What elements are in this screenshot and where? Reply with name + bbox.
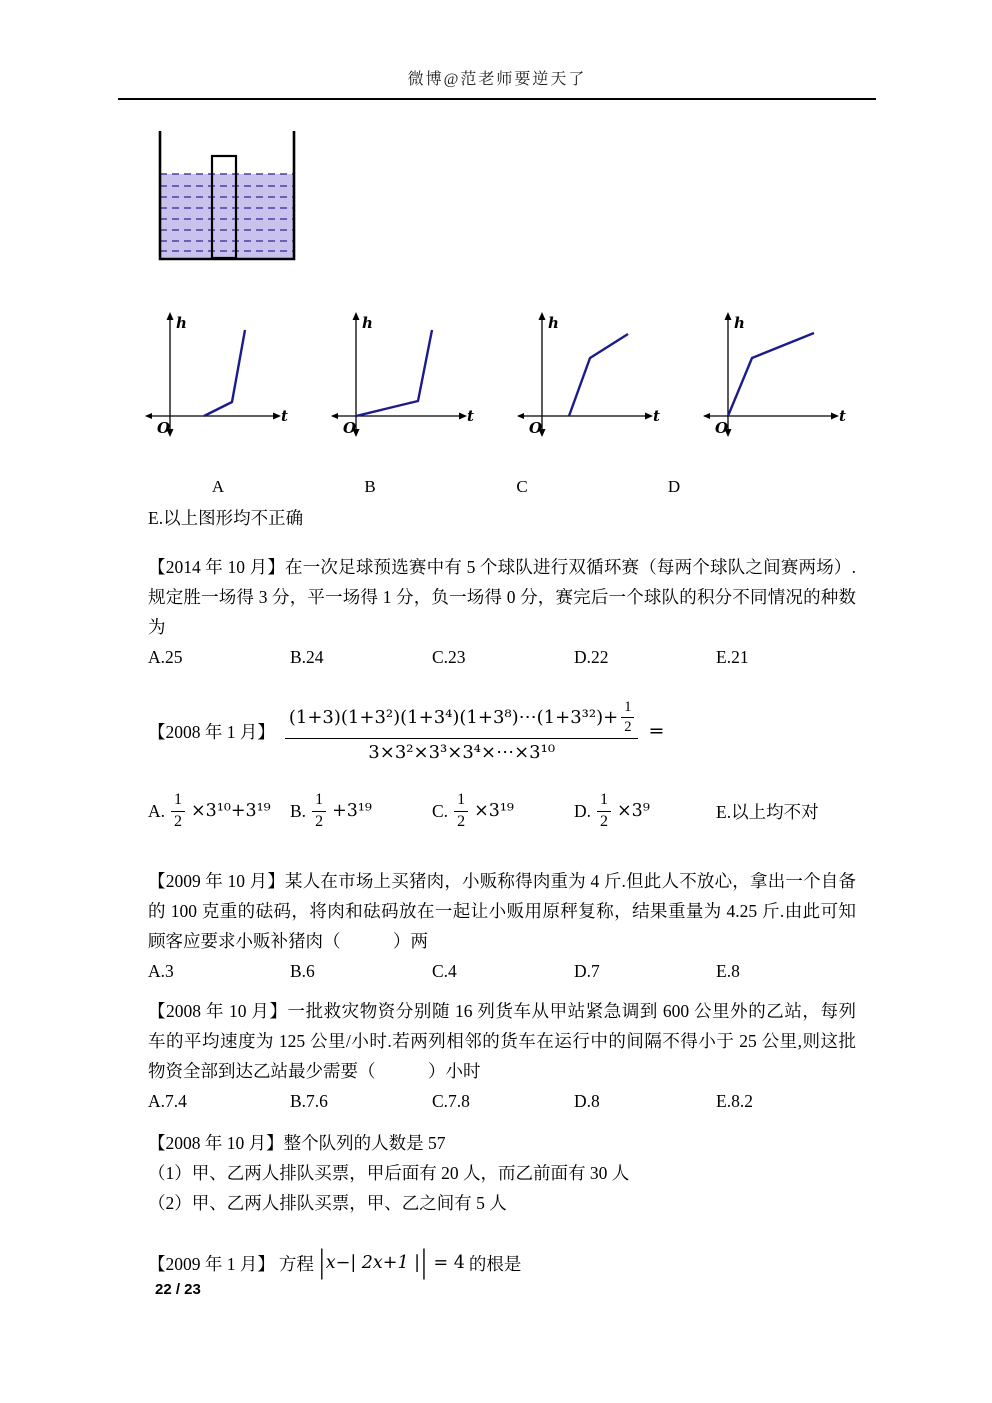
- options-row: [148, 956, 856, 986]
- problem-text-line: 顾客应要求小贩补猪肉（ ）两: [148, 931, 428, 951]
- problem-text-line: 为: [148, 617, 166, 637]
- graph-option-b: [328, 304, 480, 439]
- graph-label-d: D: [667, 477, 681, 496]
- graph-option-a: [142, 304, 294, 439]
- options-row: [148, 642, 856, 672]
- problem-tag: 【2009 年 1 月】: [148, 1253, 275, 1274]
- problem-2014-10: [148, 552, 856, 672]
- half-denominator: 2: [624, 718, 632, 735]
- page-header-title: 微博@范老师要逆天了: [118, 66, 876, 100]
- graph-option-c: [514, 304, 666, 439]
- big-fraction: [285, 699, 639, 763]
- problem-text-line: 的 100 克重的砝码，将肉和砝码放在一起让小贩用原秤复称，结果重量为 4.25 斤.由此可知: [148, 901, 856, 921]
- problem-2008-10-queue: [148, 1128, 856, 1218]
- graph-label-c: C: [516, 477, 528, 496]
- problem-2009-10: [148, 866, 856, 986]
- formula: [148, 690, 856, 772]
- x-axis-label: t: [281, 407, 288, 425]
- option-c: C.23: [432, 647, 466, 667]
- y-axis-label: h: [362, 314, 373, 332]
- y-axis-label: h: [548, 314, 559, 332]
- option-c: C.4: [432, 961, 457, 981]
- graph-label-b: B: [364, 477, 376, 496]
- problem-2009-01: [148, 1246, 856, 1280]
- half-fraction: [621, 699, 634, 735]
- equation-line: [148, 1246, 856, 1280]
- x-axis-label: t: [839, 407, 846, 425]
- equation-prefix: 方程: [278, 1253, 314, 1274]
- problem-2008-10-trains: [148, 996, 856, 1116]
- x-axis-label: t: [653, 407, 660, 425]
- option-a: A.7.4: [148, 1091, 187, 1111]
- x-axis-arrow-icon: [273, 413, 281, 420]
- graph-letter-labels: [142, 477, 852, 497]
- problem-text-line: 【2009 年 10 月】某人在市场上买猪肉，小贩称得肉重为 4 斤.但此人不放心，拿出一个自备: [148, 871, 856, 891]
- curve-d: [728, 333, 814, 416]
- water-container-figure: [156, 128, 298, 264]
- problem-text-line: 【2014 年 10 月】在一次足球预选赛中有 5 个球队进行双循环赛（每两个球队之间赛两场）.: [148, 557, 856, 577]
- problem-text-line: 【2008 年 10 月】整个队列的人数是 57: [148, 1133, 446, 1153]
- half-numerator: 1: [621, 699, 634, 718]
- options-row: [148, 782, 856, 840]
- problem-tag: 【2008 年 1 月】: [148, 721, 275, 742]
- option-b: B.6: [290, 961, 315, 981]
- graph-options-row: [142, 304, 852, 439]
- origin-label: O: [715, 419, 729, 437]
- abs-inner-expression: x−| 2x+1 |: [325, 1253, 421, 1273]
- abs-bar-open: |: [318, 1245, 325, 1281]
- option-d: D.8: [574, 1091, 600, 1111]
- problem-text-line: （2）甲、乙两人排队买票，甲、乙之间有 5 人: [148, 1193, 507, 1213]
- x-axis-label: t: [467, 407, 474, 425]
- curve-b: [356, 330, 432, 416]
- problem-text-line: 规定胜一场得 3 分，平一场得 1 分，负一场得 0 分，赛完后一个球队的积分不同情况的种数: [148, 587, 856, 607]
- option-a: A.25: [148, 647, 183, 667]
- y-axis-label: h: [176, 314, 187, 332]
- option-e-text: E.以上图形均不正确: [148, 508, 304, 528]
- curve-c: [569, 334, 628, 416]
- option-a: A.3: [148, 961, 174, 981]
- option-a: A. $\frac{1}{2}$ ×3¹⁰+3¹⁹: [148, 791, 271, 830]
- fraction-denominator: 3×3²×3³×3⁴×⋯×3¹⁰: [368, 742, 556, 764]
- origin-label: O: [343, 419, 357, 437]
- problem-text-line: 物资全部到达乙站最少需要（ ）小时: [148, 1061, 481, 1081]
- fraction-numerator: (1+3)(1+3²)(1+3⁴)(1+3⁸)⋯(1+3³²)+: [288, 706, 619, 728]
- option-c: C. $\frac{1}{2}$ ×3¹⁹: [432, 791, 514, 830]
- abs-equation: [318, 1245, 465, 1281]
- option-d: D. $\frac{1}{2}$ ×3⁹: [574, 791, 650, 830]
- graph-option-d: [700, 304, 852, 439]
- option-b: B.7.6: [290, 1091, 328, 1111]
- option-e: E.21: [716, 647, 749, 667]
- curve-a: [204, 330, 245, 416]
- option-b: B. 1 2 +3¹⁹: [290, 791, 372, 830]
- option-e: E.8.2: [716, 1091, 753, 1111]
- graph-label-a: A: [211, 477, 225, 496]
- y-axis-label: h: [734, 314, 745, 332]
- options-row: [148, 1086, 856, 1116]
- problem-text-line: （1）甲、乙两人排队买票，甲后面有 20 人，而乙前面有 30 人: [148, 1163, 630, 1183]
- origin-label: O: [157, 419, 171, 437]
- option-c: C.7.8: [432, 1091, 470, 1111]
- equation-rhs: = 4: [433, 1253, 465, 1273]
- problem-2008-01: [148, 690, 856, 840]
- problem-text-line: 【2008 年 10 月】一批救灾物资分别随 16 列货车从甲站紧急调到 600 公里外的乙站，每列: [148, 1001, 856, 1021]
- option-b: B.24: [290, 647, 324, 667]
- equation-suffix: 的根是: [468, 1253, 522, 1274]
- abs-bar-close: |: [421, 1245, 427, 1281]
- option-d: D.22: [574, 647, 609, 667]
- page-number: 22 / 23: [155, 1281, 201, 1298]
- problem-text-line: 车的平均速度为 125 公里/小时.若两列相邻的货车在运行中的间隔不得小于 25 公里,则这批: [148, 1031, 856, 1051]
- origin-label: O: [529, 419, 543, 437]
- option-e: E.8: [716, 961, 740, 981]
- option-d: D.7: [574, 961, 600, 981]
- y-axis-arrow-icon: [167, 312, 174, 320]
- equals-sign: =: [648, 720, 665, 742]
- option-e: E.以上均不对: [716, 801, 819, 822]
